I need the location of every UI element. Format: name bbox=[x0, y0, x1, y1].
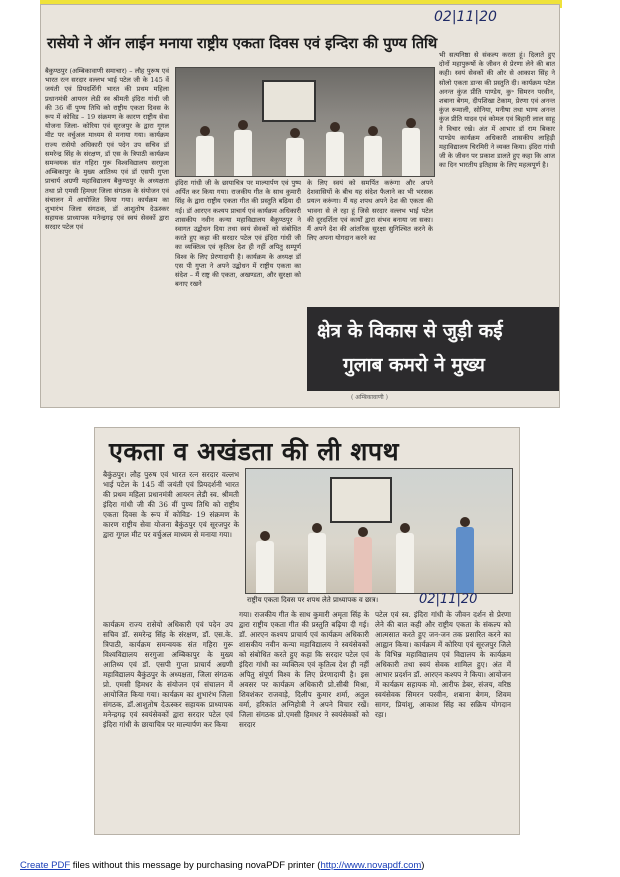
newspaper-clipping-1 bbox=[40, 4, 560, 408]
newspaper-clipping-2 bbox=[94, 427, 520, 835]
clipping2-column-2: गया। राजकीय गीत के साथ कुमारी अमृता सिंह के द्वारा राष्ट्रीय एकता गीत की प्रस्तुति बढ़िया दी गई। डॉ. आरएन कश्यप प्राचार्य एवं कार्यक्रम अधिकारी शासकीय नवीन कन्या महाविद्यालय ने स्वयंसेवकों को संबोधित करते हुए कहा कि सरदार पटेल एवं इंदिरा गांधी का व्यक्तित्व एवं कृतित्व देश ही नहीं अपितु संपूर्ण विश्व के लिए प्रेरणादायी है। इस अवसर पर कार्यक्रम अधिकारी प्रो.सीबी मिश्रा, शिवशंकर राजवाड़े, दिलीप कुमार शर्मा, अतुल वर्मा, हरिकांत अग्निहोत्री ने अपने विचार रखें। जिला संगठक प्रो.एमसी हिमधर ने स्वयंसेवकों को सरदार bbox=[239, 610, 369, 729]
projector-screen bbox=[262, 80, 316, 122]
banner-line-2: गुलाब कमरो ने मुख्य bbox=[343, 354, 485, 376]
clipping1-footer-stub: ( अम्बिकावाणी ) bbox=[351, 394, 388, 401]
projector-screen bbox=[330, 477, 392, 523]
clipping2-photo-caption: राष्ट्रीय एकता दिवस पर शपथ लेते प्राध्यापक व छात्र। bbox=[247, 596, 379, 604]
clipping2-lead: बैकुंठपुर। लौह पुरुष एवं भारत रत्न सरदार वल्लभ भाई पटेल के 145 वीं जयंती एवं प्रियदर्शनी भारत की प्रथम महिला प्रधानमंत्री आयरन लेडी स्व. श्रीमती इंदिरा गांधी जी की 36 वीं पुण्य तिथि को राष्ट्रीय एकता दिवस के रूप में कोविड- 19 संक्रमण के कारण राष्ट्रीय सेवा योजना बैकुंठपुर एवं सूरजपुर के द्वारा गूगल मीट पर वर्चुअल माध्यम से मनाया गया। bbox=[103, 470, 239, 539]
banner-line-1: क्षेत्र के विकास से जुड़ी कई bbox=[317, 320, 503, 342]
clipping2-headline: एकता व अखंडता की ली शपथ bbox=[109, 437, 400, 466]
handwritten-date: 02|11|20 bbox=[434, 9, 497, 25]
clipping1-column-2: इंदिरा गांधी जी के छायाचित्र पर माल्यार्पण एवं पुष्प अर्पित कर किया गया। राजकीय गीत के साथ कुमारी सिंह के द्वारा राष्ट्रीय एकता गीत की प्रस्तुति बढ़िया दी गई। डॉ आरएन कश्यप प्राचार्य एवं कार्यक्रम अधिकारी शासकीय नवीन कन्या महाविद्यालय बैकुण्ठपुर ने स्वागत उद्बोधन दिया तथा स्वयं सेवकों को संबोधित करते हुए कहा की सरदार पटेल एवं इंदिरा गांधी जी का व्यक्तित्व एवं कृतित्व देश ही नहीं अपितु सम्पूर्ण विश्व के लिए प्रेरणादायी है। कार्यक्रम के अध्यक्ष डॉ एस पी गुप्ता ने अपने उद्बोधन में राष्ट्रीय एकता का संदेश – मैं राष्ट्र की एकता, अखण्डता, और सुरक्षा को बनाए रखने bbox=[175, 179, 301, 289]
event-photo-2 bbox=[245, 468, 513, 594]
clipping2-column-3: पटेल एवं स्व. इंदिरा गांधी के जीवन दर्शन से प्रेरणा लेने की बात कही और राष्ट्रीय एकता के संकल्प को आत्मसात करते हुए जन-जन तक प्रसारित करने का आह्वान किया। कार्यक्रम में कोरिया एवं सूरजपुर जिले के विभिन्न महाविद्यालय एवं विद्यालय के कार्यक्रम अधिकारी तथा स्वयं सेवक शामिल हुए। अंत में आभार प्रदर्शन डॉ. आरएन कश्यप ने किया। आयोजन में कार्यक्रम सहायक मो. आरीफ डेबर, संजय, वरिष्ठ स्वयंसेवक सिमरन परवीन, शबाना बेगम, शिवम सागर, प्रियांशु, आकाश सिंह का सक्रिय योगदान रहा। bbox=[375, 610, 511, 719]
novapdf-url-link[interactable]: http://www.novapdf.com bbox=[320, 860, 422, 871]
footer-text: files without this message by purchasing novaPDF printer ( bbox=[70, 860, 321, 871]
clipping1-column-3: के लिए स्वयं को समर्पित करूंगा और अपने देशवासियों के बीच यह संदेश फैलाने का भी भरसक प्रयत्न करूंगा। मैं यह शपथ अपने देश की एकता की भावना से ले रहा हूं जिसे सरदार वल्लभ भाई पटेल की दूरदर्शिता एवं कार्यों द्वारा संभव बनाया जा सका। मैं अपने देश की आंतरिक सुरक्षा सुनिश्चित करने के लिए अपना योगदान करने का bbox=[307, 179, 433, 243]
pdf-footer bbox=[20, 860, 424, 871]
clipping1-column-4: भी सत्यनिष्ठा से संकल्प करता हूं। दिलाते हुए दोनों महापुरूषों के जीवन से प्रेरणा लेने की बात कही। स्वयं सेवकों की ओर से आकाश सिंह ने सोलो एकता डान्स की प्रस्तुति दी। कार्यक्रम पटेल अनन्त कुंज प्रीति पाण्डेय, कु॰ सिमरन परवीन, शबाना बेगम, दीपशिखा टेकाम, प्रेरणा एवं अनन्त कुंज रूमाली, सोनिया, मनीषा तथा भाग्य अनन्त कुंज प्रीति यादव एवं कोमल एवं बिहारी लाल साहू ने विचार रखे। अंत में आभार डॉ राम बिकार पाण्डेय कार्यक्रम अधिकारी शासकीय लाहिड़ी महाविद्यालय चिरमिरी ने व्यक्त किया। इंदिरा गांधी जी के जीवन पर प्रकाश डालते हुए कहा कि आज का दिन भारतीय इतिहास के लिए महत्वपूर्ण है। bbox=[439, 51, 555, 170]
handwritten-date: 02|11|20 bbox=[419, 592, 478, 607]
clipping1-banner bbox=[307, 307, 559, 391]
event-photo-1 bbox=[175, 67, 435, 177]
clipping1-headline: रासेयो ने ऑन लाईन मनाया राष्ट्रीय एकता दिवस एवं इन्दिरा की पुण्य तिथि bbox=[47, 35, 438, 52]
clipping2-column-1: कार्यक्रम राज्य रासेयो अधिकारी एवं पदेन उप सचिव डॉ. समरेन्द्र सिंह के संरक्षण, डॉ. एस.के. त्रिपाठी, कार्यक्रम समन्वयक संत गहिरा गुरू विश्वविद्यालय सरगुजा अम्बिकापुर के मुख्य आतिथ्य एवं डॉ. एसपी गुप्ता प्राचार्य अग्रणी महाविद्यालय बैकुंठपुर के अध्यक्षता, जिला संगठक प्रो. एमसी हिमधर के संयोजन एवं संचालन में आयोजित किया गया। कार्यक्रम का शुभारंभ जिला संगठक, डॉ.आशुतोष देऊस्कर सहायक प्राध्यापक मनेन्द्रगढ़ एवं स्वयंसेवकों द्वारा सरदार पटेल एवं इंदिरा गांधी के छायाचित्र पर माल्यार्पण कर किया bbox=[103, 620, 233, 729]
clipping1-column-1: बैकुण्ठपुर (अम्बिकावाणी समाचार) – लौह पुरूष एवं भारत रत्न सरदार वल्लभ भाई पटेल जी के 145 वें जयंती एवं प्रियदर्शिनी भारत की प्रथम महिला प्रधानमंत्री आयरन लेडी स्व श्रीमती इंदिरा गांधी जी की 36 वीं पुण्य तिथि को राष्ट्रीय एकता दिवस के रूप में कोविड – 19 संक्रमण के कारण राष्ट्रीय सेवा योजना जिला- कोरिया एवं सूरजपुर के द्वारा गूगल मीट पर वर्चुअल माध्यम से मनाया गया। कार्यक्रम राज्य रासेयो अधिकारी एवं पदेन उप सचिव डॉ समरेन्द्र सिंह के संरक्षण, डॉ एस के त्रिपाठी कार्यक्रम समन्वयक संत गहिरा गुरू विश्वविद्यालय सरगुजा अम्बिकापुर के मुख्य आतिथ्य एवं डॉ एसपी गुप्ता प्राचार्य अग्रणी महाविद्यालय बैकुण्ठपुर के अध्यक्षता तथा प्रो एमसी हिमधर जिला संगठक के संयोजन एवं संचालन में आयोजित किया गया। कार्यक्रम का शुभारंभ जिला संगठक, डॉ आशुतोष देऊस्कर सहायक प्राध्यापक मनेन्द्रगढ़ एवं स्वयं सेवकों द्वारा सरदार पटेल एवं bbox=[45, 67, 169, 232]
footer-text-end: ) bbox=[421, 860, 425, 871]
create-pdf-link[interactable]: Create PDF bbox=[20, 860, 71, 871]
